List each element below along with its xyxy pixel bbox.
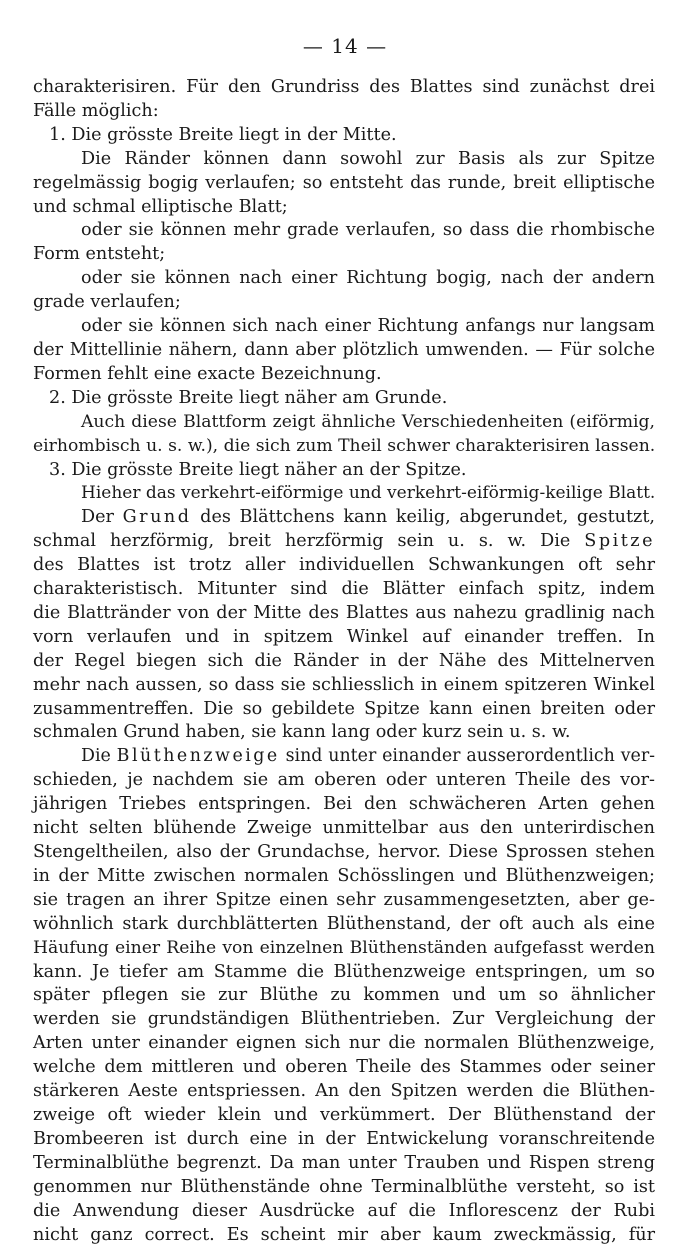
text-line: Terminalblüthe begrenzt. Da man unter Trauben und Rispen streng [33, 1152, 655, 1176]
text-line: die Anwendung dieser Ausdrücke auf die Inflorescenz der Rubi [33, 1200, 655, 1224]
text-line: die Blattränder von der Mitte des Blattes aus nahezu gradlinig nach [33, 602, 655, 626]
text-line: in der Mitte zwischen normalen Schösslingen und Blüthenzweigen; [33, 865, 655, 889]
text-line: Form entsteht; [33, 243, 655, 267]
text-line: 3. Die grösste Breite liegt näher an der Spitze. [33, 459, 655, 483]
text-line: des Blattes ist trotz aller individuellen Schwankungen oft sehr [33, 554, 655, 578]
text-line: schmalen Grund haben, sie kann lang oder kurz sein u. s. w. [33, 721, 655, 745]
body-text [33, 76, 655, 1247]
text-line: zusammentreffen. Die so gebildete Spitze kann einen breiten oder [33, 698, 655, 722]
text-line [33, 506, 655, 530]
text-line: vorn verlaufen und in spitzem Winkel auf einander treffen. In [33, 626, 655, 650]
text-line: Stengeltheilen, also der Grundachse, hervor. Diese Sprossen stehen [33, 841, 655, 865]
text-line [33, 530, 655, 554]
spaced-term-spitze: Spitze [584, 531, 655, 551]
text-line: und schmal elliptische Blatt; [33, 196, 655, 220]
spaced-term-grund: Grund [123, 507, 192, 527]
text-line: oder sie können mehr grade verlaufen, so dass die rhombische [33, 219, 655, 243]
text-line: kann. Je tiefer am Stamme die Blüthenzweige entspringen, um so [33, 961, 655, 985]
text-line: genommen nur Blüthenstände ohne Terminalblüthe versteht, so ist [33, 1176, 655, 1200]
text-line: schieden, je nachdem sie am oberen oder unteren Theile des vor- [33, 769, 655, 793]
text-line: später pflegen sie zur Blüthe zu kommen und um so ähnlicher [33, 984, 655, 1008]
line-start: Die [81, 746, 117, 766]
text-line: 2. Die grösste Breite liegt näher am Grunde. [33, 387, 655, 411]
text-line [33, 745, 655, 769]
text-line: sie tragen an ihrer Spitze einen sehr zusammengesetzten, aber ge- [33, 889, 655, 913]
text-line: Arten unter einander eignen sich nur die normalen Blüthenzweige, [33, 1032, 655, 1056]
line-rest: sind unter einander ausserordentlich ver- [280, 746, 655, 766]
text-line: jährigen Triebes entspringen. Bei den schwächeren Arten gehen [33, 793, 655, 817]
text-line: 1. Die grösste Breite liegt in der Mitte. [33, 124, 655, 148]
text-line: Hieher das verkehrt-eiförmige und verkehrt-eiförmig-keilige Blatt. [33, 482, 655, 506]
text-line: Die Ränder können dann sowohl zur Basis als zur Spitze [33, 148, 655, 172]
text-line: oder sie können sich nach einer Richtung anfangs nur langsam [33, 315, 655, 339]
line-start: schmal herzförmig, breit herzförmig sein u. s. w. Die [33, 531, 584, 551]
text-line: oder sie können nach einer Richtung bogig, nach der andern [33, 267, 655, 291]
text-line: grade verlaufen; [33, 291, 655, 315]
text-line: Auch diese Blattform zeigt ähnliche Verschiedenheiten (eiförmig, [33, 411, 655, 435]
line-start: Der [81, 507, 123, 527]
text-line: Brombeeren ist durch eine in der Entwickelung voranschreitende [33, 1128, 655, 1152]
text-line: stärkeren Aeste entspriessen. An den Spitzen werden die Blüthen- [33, 1080, 655, 1104]
spaced-term-bluethenzweige: Blüthenzweige [117, 746, 280, 766]
text-line: charakteristisch. Mitunter sind die Blätter einfach spitz, indem [33, 578, 655, 602]
text-line: nicht ganz correct. Es scheint mir aber kaum zweckmässig, für [33, 1224, 655, 1247]
text-line: welche dem mittleren und oberen Theile des Stammes oder seiner [33, 1056, 655, 1080]
text-line: wöhnlich stark durchblätterten Blüthenstand, der oft auch als eine [33, 913, 655, 937]
text-line: charakterisiren. Für den Grundriss des Blattes sind zunächst drei [33, 76, 655, 100]
line-rest: des Blättchens kann keilig, abgerundet, gestutzt, [192, 507, 656, 527]
text-line: nicht selten blühende Zweige unmittelbar aus den unterirdischen [33, 817, 655, 841]
text-line: mehr nach aussen, so dass sie schliesslich in einem spitzeren Winkel [33, 674, 655, 698]
text-line: der Regel biegen sich die Ränder in der Nähe des Mittelnerven [33, 650, 655, 674]
text-line: eirhombisch u. s. w.), die sich zum Theil schwer charakterisiren lassen. [33, 435, 655, 459]
page-number: — 14 — [0, 34, 690, 58]
text-line: regelmässig bogig verlaufen; so entsteht das runde, breit elliptische [33, 172, 655, 196]
text-line: der Mittellinie nähern, dann aber plötzlich umwenden. — Für solche [33, 339, 655, 363]
text-line: zweige oft wieder klein und verkümmert. Der Blüthenstand der [33, 1104, 655, 1128]
text-line: Häufung einer Reihe von einzelnen Blüthenständen aufgefasst werden [33, 937, 655, 961]
text-line: werden sie grundständigen Blüthentrieben. Zur Vergleichung der [33, 1008, 655, 1032]
text-line: Formen fehlt eine exacte Bezeichnung. [33, 363, 655, 387]
text-line: Fälle möglich: [33, 100, 655, 124]
